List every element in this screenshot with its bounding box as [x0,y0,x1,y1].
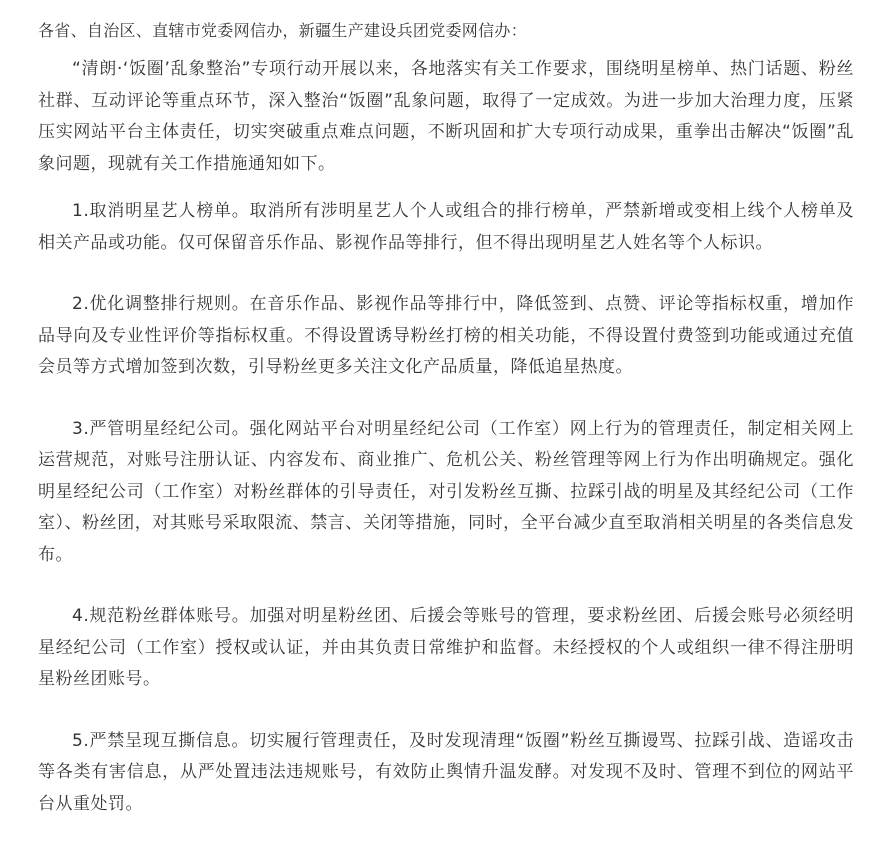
notice-document [38,18,854,820]
measure-paragraph-5: 5.严禁呈现互撕信息。切实履行管理责任，及时发现清理“饭圈”粉丝互撕谩骂、拉踩引战、造谣攻击等各类有害信息，从严处置违法违规账号，有效防止舆情升温发酵。对发现不及时、管理不到位的网站平台从重处罚。 [38,730,854,814]
measure-paragraph-4: 4.规范粉丝群体账号。加强对明星粉丝团、后援会等账号的管理，要求粉丝团、后援会账号必须经明星经纪公司（工作室）授权或认证，并由其负责日常维护和监督。未经授权的个人或组织一律不得注册明星粉丝团账号。 [38,606,854,689]
greeting-line: 各省、自治区、直辖市党委网信办，新疆生产建设兵团党委网信办： [38,21,528,40]
measure-paragraph-3: 3.严管明星经纪公司。强化网站平台对明星经纪公司（工作室）网上行为的管理责任，制定相关网上运营规范，对账号注册认证、内容发布、商业推广、危机公关、粉丝管理等网上行为作出明确规定。强化明星经纪公司（工作室）对粉丝群体的引导责任，对引发粉丝互撕、拉踩引战的明星及其经纪公司（工作室）、粉丝团，对其账号采取限流、禁言、关闭等措施，同时，全平台减少直至取消相关明星的各类信息发布。 [38,418,854,565]
measure-paragraph-2: 2.优化调整排行规则。在音乐作品、影视作品等排行中，降低签到、点赞、评论等指标权重，增加作品导向及专业性评价等指标权重。不得设置诱导粉丝打榜的相关功能，不得设置付费签到功能或通过充值会员等方式增加签到次数，引导粉丝更多关注文化产品质量，降低追星热度。 [38,294,854,377]
intro-paragraph: “清朗·‘饭圈’乱象整治”专项行动开展以来，各地落实有关工作要求，围绕明星榜单、热门话题、粉丝社群、互动评论等重点环节，深入整治“饭圈”乱象问题，取得了一定成效。为进一步加大治理力度，压紧压实网站平台主体责任，切实突破重点难点问题，不断巩固和扩大专项行动成果，重拳出击解决“饭圈”乱象问题，现就有关工作措施通知如下。 [38,59,854,174]
measure-paragraph-1: 1.取消明星艺人榜单。取消所有涉明星艺人个人或组合的排行榜单，严禁新增或变相上线个人榜单及相关产品或功能。仅可保留音乐作品、影视作品等排行，但不得出现明星艺人姓名等个人标识。 [38,201,854,253]
